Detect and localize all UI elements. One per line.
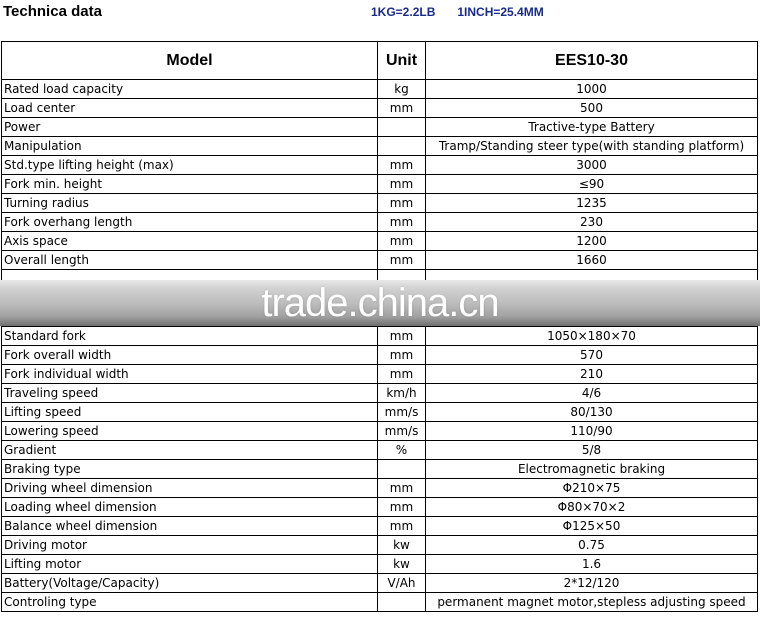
spec-name: Fork min. height <box>2 175 378 194</box>
table-row <box>2 327 758 346</box>
spec-name: Power <box>2 118 378 137</box>
spec-name: Load center <box>2 99 378 118</box>
spec-value: Φ125×50 <box>426 517 758 536</box>
spec-name: Lifting motor <box>2 555 378 574</box>
table-row <box>2 365 758 384</box>
table-row <box>2 460 758 479</box>
spec-value: permanent magnet motor,stepless adjusting speed <box>426 593 758 612</box>
table-row <box>2 574 758 593</box>
spec-name: Std.type lifting height (max) <box>2 156 378 175</box>
table-row <box>2 593 758 612</box>
table-row <box>2 384 758 403</box>
spec-value: 210 <box>426 365 758 384</box>
spec-value: 80/130 <box>426 403 758 422</box>
spec-table-container <box>1 41 757 613</box>
spec-value: 1660 <box>426 251 758 270</box>
unit-kg-note: 1KG=2.2LB <box>371 5 436 19</box>
table-row <box>2 118 758 137</box>
spec-unit: mm <box>378 99 426 118</box>
table-row <box>2 232 758 251</box>
spec-value: Tramp/Standing steer type(with standing platform) <box>426 137 758 156</box>
spec-name: Manipulation <box>2 137 378 156</box>
table-row <box>2 156 758 175</box>
table-row <box>2 555 758 574</box>
table-row <box>2 137 758 156</box>
spec-unit: mm <box>378 156 426 175</box>
spec-name: Fork overhang length <box>2 213 378 232</box>
column-header-model-value: EES10-30 <box>426 42 758 80</box>
spec-value: 570 <box>426 346 758 365</box>
spec-name: Loading wheel dimension <box>2 498 378 517</box>
spec-unit: mm <box>378 365 426 384</box>
table-row <box>2 441 758 460</box>
spec-unit: mm <box>378 175 426 194</box>
unit-conversion-note <box>371 5 544 19</box>
table-row <box>2 479 758 498</box>
spec-unit: % <box>378 441 426 460</box>
spec-name: Lowering speed <box>2 422 378 441</box>
spec-unit: mm <box>378 194 426 213</box>
table-row <box>2 498 758 517</box>
spec-unit: kw <box>378 555 426 574</box>
spec-name: Turning radius <box>2 194 378 213</box>
table-row <box>2 536 758 555</box>
spec-value: 1235 <box>426 194 758 213</box>
spec-unit: mm <box>378 232 426 251</box>
spec-name: Axis space <box>2 232 378 251</box>
spec-value: 4/6 <box>426 384 758 403</box>
table-body-bottom <box>2 327 758 612</box>
spec-value: 5/8 <box>426 441 758 460</box>
spec-unit: mm <box>378 346 426 365</box>
spec-unit <box>378 593 426 612</box>
spec-unit: mm <box>378 517 426 536</box>
table-row <box>2 80 758 99</box>
spec-name: Braking type <box>2 460 378 479</box>
page-title: Technica data <box>3 3 102 20</box>
spec-value: Φ80×70×2 <box>426 498 758 517</box>
spec-name: Balance wheel dimension <box>2 517 378 536</box>
spec-name: Overall length <box>2 251 378 270</box>
spec-unit <box>378 137 426 156</box>
spec-unit: km/h <box>378 384 426 403</box>
spec-name: Battery(Voltage/Capacity) <box>2 574 378 593</box>
spec-name: Fork individual width <box>2 365 378 384</box>
table-row <box>2 99 758 118</box>
spec-unit <box>378 460 426 479</box>
spec-unit: mm <box>378 479 426 498</box>
spec-value: 1050×180×70 <box>426 327 758 346</box>
spec-value: ≤90 <box>426 175 758 194</box>
spec-unit: mm <box>378 498 426 517</box>
spec-value: 1000 <box>426 80 758 99</box>
table-row <box>2 422 758 441</box>
spec-name: Fork overall width <box>2 346 378 365</box>
table-header-row <box>2 42 758 80</box>
spec-value: 500 <box>426 99 758 118</box>
watermark-band <box>0 280 760 326</box>
table-row <box>2 213 758 232</box>
spec-value: Electromagnetic braking <box>426 460 758 479</box>
watermark-text: trade.china.cn <box>261 281 499 325</box>
spec-unit: mm/s <box>378 403 426 422</box>
spec-name: Traveling speed <box>2 384 378 403</box>
spec-name: Lifting speed <box>2 403 378 422</box>
spec-table <box>1 41 758 612</box>
spec-unit: mm <box>378 251 426 270</box>
table-row <box>2 194 758 213</box>
spec-value: 1200 <box>426 232 758 251</box>
spec-value: 230 <box>426 213 758 232</box>
spec-value: 2*12/120 <box>426 574 758 593</box>
spec-value: 0.75 <box>426 536 758 555</box>
spec-name: Driving motor <box>2 536 378 555</box>
spec-unit: V/Ah <box>378 574 426 593</box>
spec-unit: mm/s <box>378 422 426 441</box>
spec-name: Driving wheel dimension <box>2 479 378 498</box>
spec-unit: kw <box>378 536 426 555</box>
table-row <box>2 251 758 270</box>
spec-unit <box>378 118 426 137</box>
spec-unit: mm <box>378 213 426 232</box>
spec-name: Controling type <box>2 593 378 612</box>
unit-inch-note: 1INCH=25.4MM <box>457 5 544 19</box>
spec-name: Standard fork <box>2 327 378 346</box>
spec-value: Tractive-type Battery <box>426 118 758 137</box>
table-row <box>2 175 758 194</box>
column-header-model: Model <box>2 42 378 80</box>
table-body-top <box>2 80 758 270</box>
spec-name: Gradient <box>2 441 378 460</box>
spec-unit: mm <box>378 327 426 346</box>
table-row <box>2 346 758 365</box>
spec-value: 3000 <box>426 156 758 175</box>
spec-name: Rated load capacity <box>2 80 378 99</box>
table-row <box>2 517 758 536</box>
table-row <box>2 403 758 422</box>
spec-value: Φ210×75 <box>426 479 758 498</box>
column-header-unit: Unit <box>378 42 426 80</box>
spec-value: 110/90 <box>426 422 758 441</box>
spec-unit: kg <box>378 80 426 99</box>
spec-value: 1.6 <box>426 555 758 574</box>
